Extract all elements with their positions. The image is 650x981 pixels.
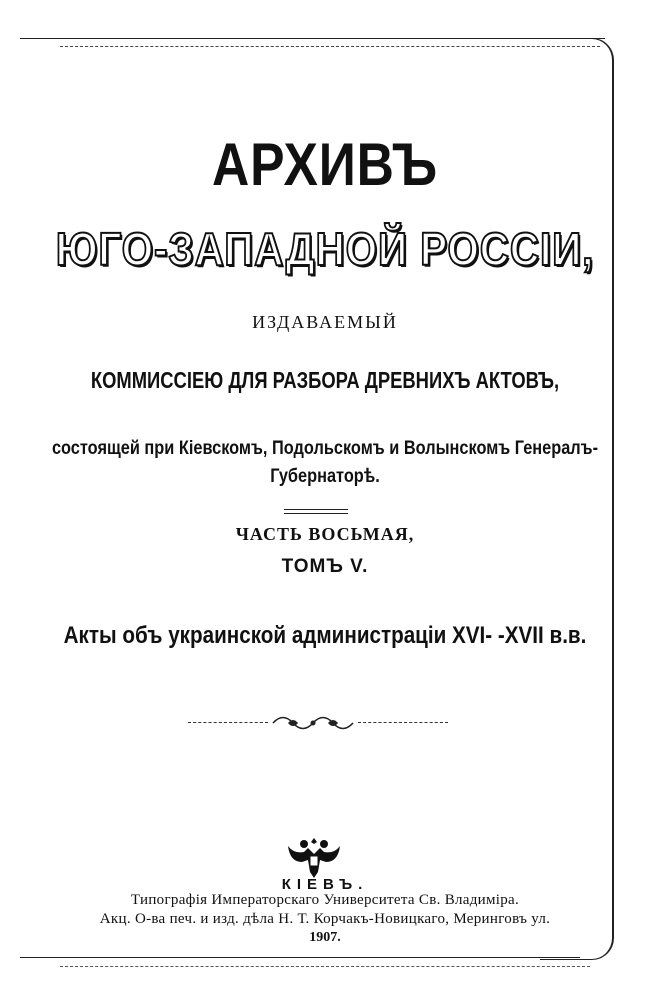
ornament-divider-icon [268,708,358,738]
printer-line-2: Акц. О-ва печ. и изд. дѣла Н. Т. Корчакъ-Новицкаго, Меринговъ ул. [99,911,551,927]
frame-bottom-rule [20,957,580,958]
contents-title: Акты объ украинской администраціи XVI- -XVII в.в. [63,622,587,649]
part-label: ЧАСТЬ ВОСЬМАЯ, [235,524,415,544]
short-rule-bottom [284,513,348,514]
frame-top-dashed-rule [60,46,600,47]
book-title: АРХИВЪ [212,131,438,198]
publication-year: 1907. [309,930,341,945]
ornament-left-rule [188,722,268,723]
affiliation-line-2: Губернаторѣ. [270,466,380,487]
book-subtitle: ЮГО-ЗАПАДНОЙ РОССІИ, [55,223,595,275]
short-rule-top [284,509,348,510]
affiliation-line-1: состоящей при Кіевскомъ, Подольскомъ и Волынскомъ Генералъ- [51,438,599,459]
ornament-right-rule [358,722,448,723]
publisher-intro: ИЗДАВАЕМЫЙ [252,312,398,332]
double-headed-eagle-icon [284,832,344,880]
volume-label: ТОМЪ V. [281,556,369,577]
frame-bottom-dashed-rule [60,966,590,967]
city-name: КІЕВЪ. [281,876,369,893]
commission-name: КОММИССІЕЮ ДЛЯ РАЗБОРА ДРЕВНИХЪ АКТОВЪ, [90,367,560,393]
printer-line-1: Типографія Императорскаго Университета Св. Владиміра. [130,892,520,908]
frame-top-rule [20,38,605,39]
